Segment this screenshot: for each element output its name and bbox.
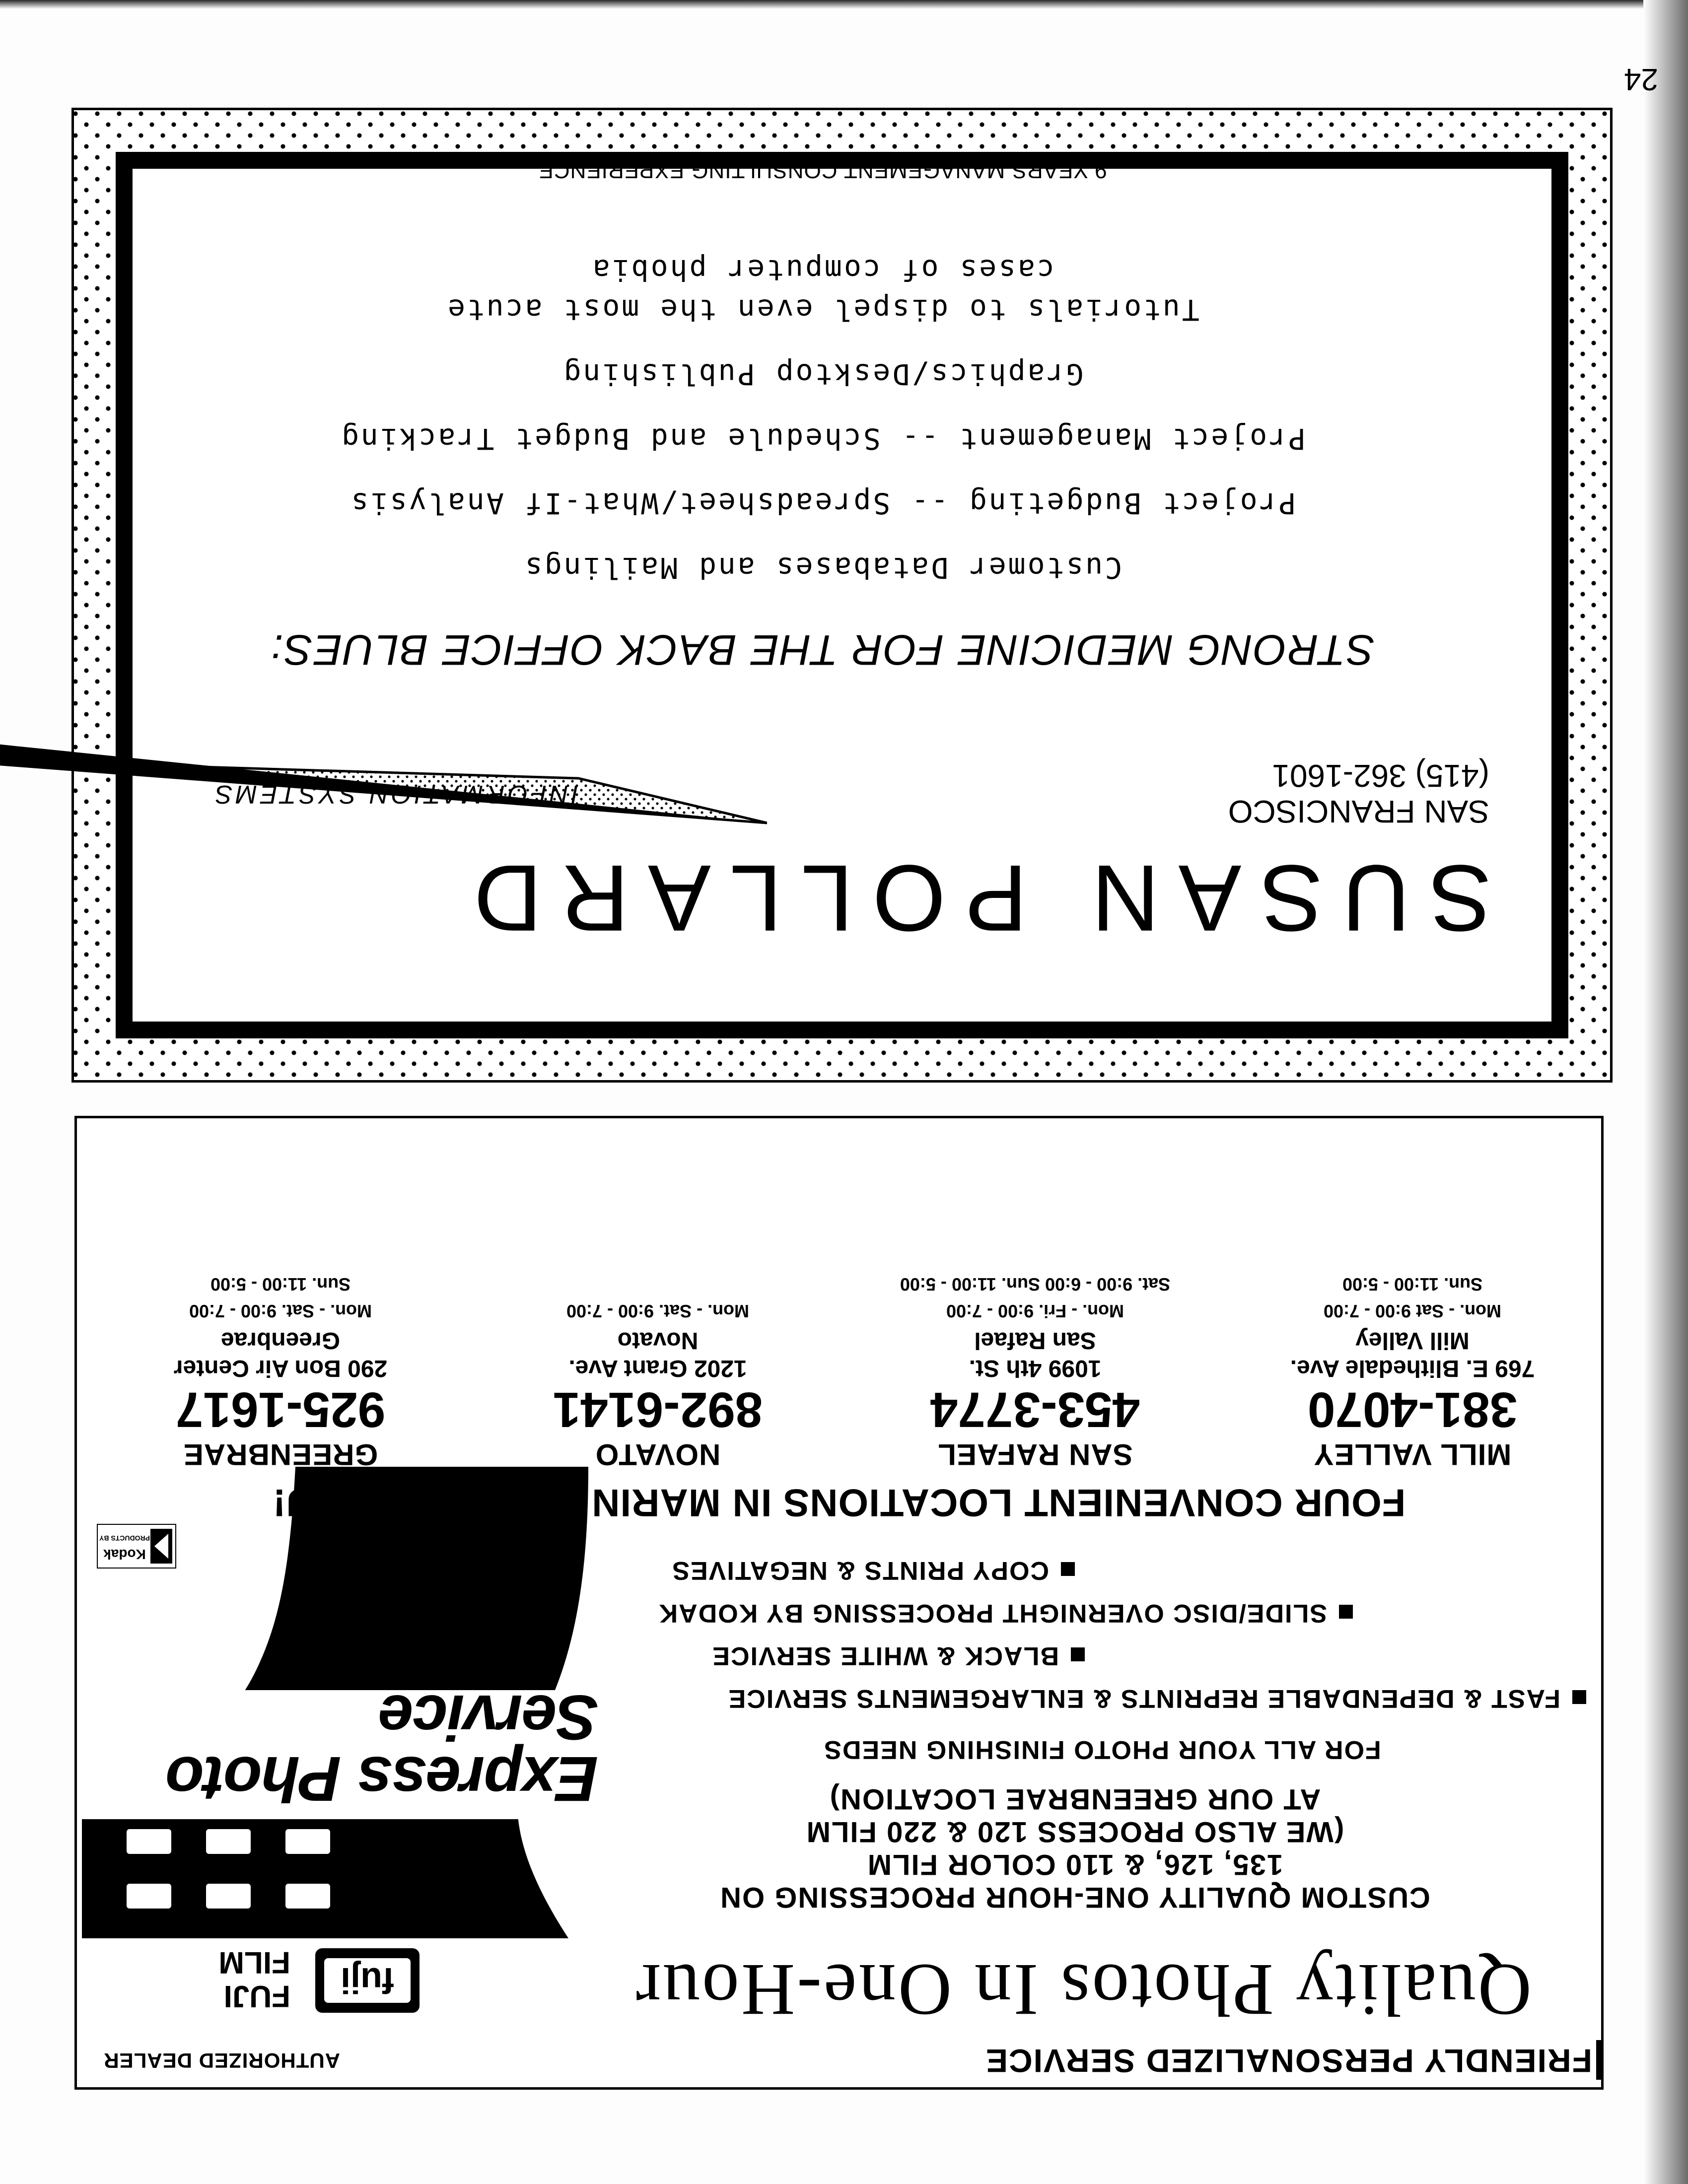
location-phone: 381-4070 xyxy=(1307,1382,1518,1437)
card-phone: (415) 362-1601 xyxy=(1272,758,1489,794)
location-address: 769 E. Blithedale Ave. xyxy=(1290,1355,1535,1381)
location-hours: Sun. 11:00 - 5:00 xyxy=(1342,1274,1483,1295)
service-item xyxy=(658,1592,1353,1635)
authorized-dealer-label: AUTHORIZED DEALER xyxy=(103,2049,340,2072)
location-address: 1099 4th St. xyxy=(969,1355,1102,1381)
location-town: Novato xyxy=(617,1327,699,1354)
kodak-products-text: PRODUCTS BY xyxy=(99,1534,150,1542)
location-town: San Rafael xyxy=(974,1327,1096,1354)
express-photo-logo xyxy=(166,1682,598,1814)
card-service-line: cases of computer phobia xyxy=(590,253,1055,287)
service-label: FAST & DEPENDABLE REPRINTS & ENLARGEMENTS SERVICE xyxy=(727,1684,1560,1713)
brand-name-line: Express Photo xyxy=(166,1743,598,1814)
location-town: Greenbrae xyxy=(220,1327,341,1354)
business-card-frame xyxy=(116,152,1568,1038)
bullet-square-icon xyxy=(1061,1562,1075,1576)
service-label: BLACK & WHITE SERVICE xyxy=(711,1641,1059,1670)
fuji-brand-line: FUJI xyxy=(223,1979,290,2013)
ad-headline: Quality Photos In One-Hour xyxy=(634,1949,1532,2031)
card-name: SUSAN POLLARD xyxy=(455,845,1492,951)
service-item xyxy=(658,1635,1085,1677)
card-company: INFORMATION SYSTEMS xyxy=(212,780,578,809)
location-hours: Sat. 9:00 - 6:00 Sun. 11:00 - 5:00 xyxy=(900,1274,1171,1295)
services-list xyxy=(658,1549,1586,1720)
location-mill-valley xyxy=(1234,1273,1591,1472)
process-line: AT OUR GREENBRAE LOCATION) xyxy=(829,1783,1321,1815)
bullet-square-icon xyxy=(1339,1605,1353,1619)
fuji-brand-line: FILM xyxy=(218,1945,290,1979)
card-service-line: Tutorials to dispel even the most acute xyxy=(446,293,1199,327)
service-item xyxy=(658,1677,1586,1720)
photo-advertisement xyxy=(74,1116,1604,2090)
card-service-line: Customer Databases and Mailings xyxy=(523,551,1123,585)
location-hours: Mon. - Fri. 9:00 - 7:00 xyxy=(946,1301,1125,1321)
bullet-square-icon xyxy=(1071,1647,1085,1661)
location-city: GREENBRAE xyxy=(183,1438,378,1471)
locations-title: FOUR CONVENIENT LOCATIONS IN MARIN TO SERVE YOU! xyxy=(272,1481,1406,1525)
bullet-square-icon xyxy=(1572,1690,1586,1704)
location-phone: 892-6141 xyxy=(553,1382,763,1437)
location-phone: 925-1617 xyxy=(175,1382,386,1437)
process-line: (WE ALSO PROCESS 120 & 220 FILM xyxy=(805,1816,1344,1848)
brand-name-line: Service xyxy=(379,1682,598,1753)
location-hours: Mon. - Sat 9:00 - 7:00 xyxy=(1323,1301,1502,1321)
fuji-logo-icon xyxy=(315,1948,420,2013)
location-san-rafael xyxy=(856,1273,1214,1472)
location-town: Mill Valley xyxy=(1355,1327,1470,1354)
kodak-logo-icon xyxy=(97,1524,176,1569)
location-phone: 453-3774 xyxy=(930,1382,1140,1437)
location-hours: Sun. 11:00 - 5:00 xyxy=(210,1274,351,1295)
location-address: 1202 Grant Ave. xyxy=(568,1355,747,1381)
business-card-ad xyxy=(71,108,1613,1083)
location-address: 290 Bon Air Center xyxy=(173,1355,388,1381)
fuji-logo-text: fuji xyxy=(341,1960,394,2000)
location-greenbrae xyxy=(102,1273,459,1472)
service-item xyxy=(658,1549,1075,1592)
card-service-line: Project Management -- Schedule and Budget Tracking xyxy=(340,422,1306,456)
location-hours: Mon. - Sat. 9:00 - 7:00 xyxy=(566,1301,750,1321)
card-city: SAN FRANCISCO xyxy=(1228,794,1489,829)
location-city: NOVATO xyxy=(595,1438,721,1471)
service-label: COPY PRINTS & NEGATIVES xyxy=(671,1556,1049,1585)
processing-description xyxy=(608,1782,1542,1913)
card-experience: 9 YEARS MANAGEMENT CONSULTING EXPERIENCE xyxy=(538,158,1107,183)
location-city: SAN RAFAEL xyxy=(937,1438,1133,1471)
process-line: CUSTOM QUALITY ONE-HOUR PROCESSING ON xyxy=(719,1881,1430,1913)
card-service-line: Graphics/Desktop Publishing xyxy=(562,357,1084,391)
location-novato xyxy=(479,1299,837,1472)
location-city: MILL VALLEY xyxy=(1313,1438,1512,1471)
service-label: SLIDE/DISC OVERNIGHT PROCESSING BY KODAK xyxy=(658,1599,1327,1628)
fuji-film-brand xyxy=(218,1945,290,2013)
kodak-logo-text: Kodak xyxy=(103,1547,146,1562)
card-headline: STRONG MEDICINE FOR THE BACK OFFICE BLUES: xyxy=(270,626,1375,674)
page-number: 24 xyxy=(1624,62,1658,96)
photo-finishing-needs: FOR ALL YOUR PHOTO FINISHING NEEDS xyxy=(823,1735,1381,1764)
ad-tagline: FRIENDLY PERSONALIZED SERVICE xyxy=(897,2040,1601,2080)
card-service-line: Project Budgeting -- Spreadsheet/What-If Analysis xyxy=(349,486,1296,520)
process-line: 135, 126, & 110 COLOR FILM xyxy=(866,1848,1283,1881)
location-hours: Mon. - Sat. 9:00 - 7:00 xyxy=(189,1301,372,1321)
